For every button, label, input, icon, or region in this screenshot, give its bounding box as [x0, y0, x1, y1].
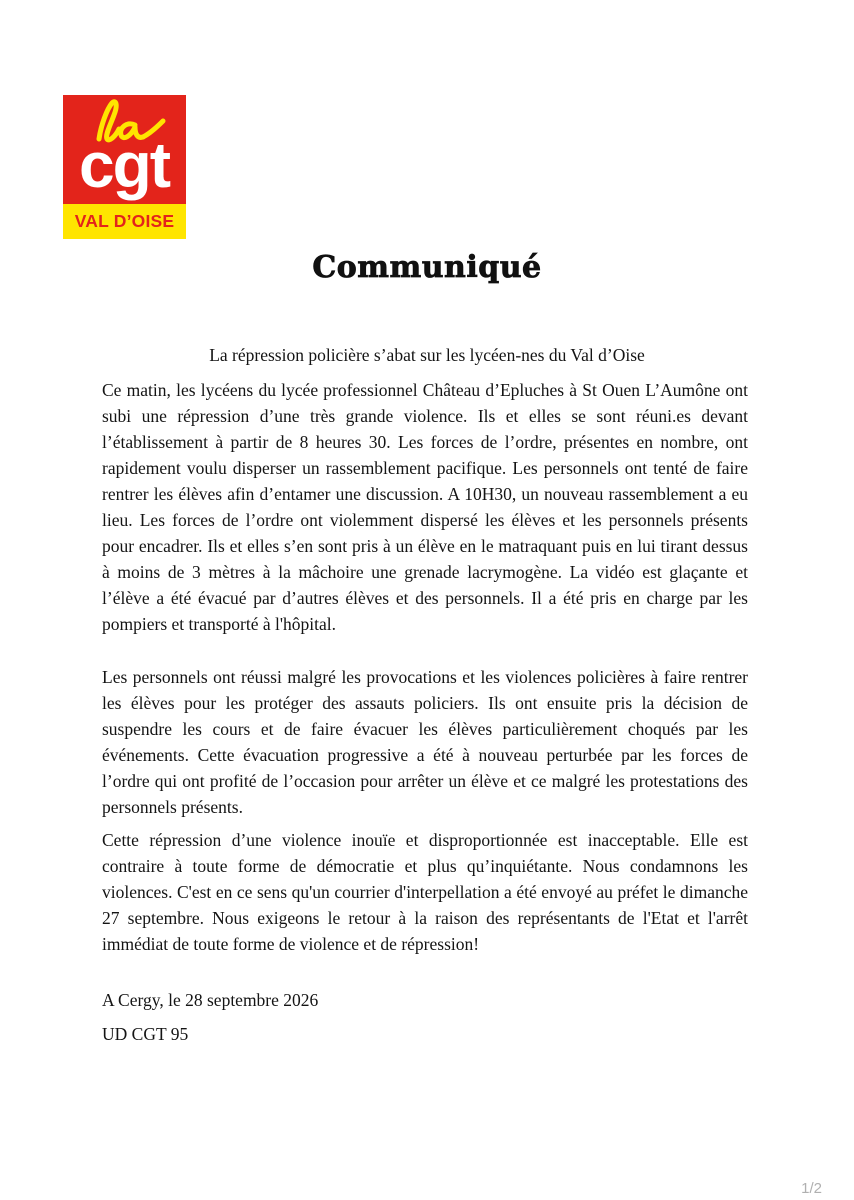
paragraph-3: Cette répression d’une violence inouïe et disproportionnée est inacceptable. Elle est contraire à toute forme de démocratie et plus qu’inquiétante. Nous condamnons les violences. C'est en ce sens qu'un courrier d'interpellation a été envoyé au préfet le dimanche 27 septembre. Nous exigeons le retour à la raison des représentants de l'Etat et l'arrêt immédiat de toute forme de violence et de répression! — [102, 830, 748, 954]
logo-band — [63, 204, 186, 239]
place-date: A Cergy, le 28 septembre 2026 — [102, 990, 319, 1010]
paragraph-1: Ce matin, les lycéens du lycée professionnel Château d’Epluches à St Ouen L’Aumône ont subi une répression d’une très grande violence. Ils et elles se sont réuni.es devant l’établissement à partir de 8 heures 30. Les forces de l’ordre, présentes en nombre, ont rapidement voulu disperser un rassemblement pacifique. Les personnels ont tenté de faire rentrer les élèves afin d’entamer une discussion. A 10H30, un nouveau rassemblement a eu lieu. Les forces de l’ordre ont violemment dispersé les élèves et les personnels présents pour encadrer. Ils et elles s’en sont pris à un élève en le matraquant puis en lui tirant dessus à moins de 3 mètres à la mâchoire une grenade lacrymogène. La vidéo est glaçante et l’élève a été évacué par d’autres élèves et des personnels. Il a été pris en charge par les pompiers et transporté à l'hôpital. — [102, 380, 748, 634]
cgt-logo-emblem — [63, 95, 186, 204]
signature: UD CGT 95 — [102, 1024, 189, 1044]
page-title: Communiqué — [312, 250, 542, 285]
logo-band-text: VAL D’OISE — [74, 211, 175, 231]
svg-text:cgt: cgt — [79, 129, 169, 201]
page-indicator: 1/2 — [801, 1180, 822, 1197]
document-subtitle: La répression policière s’abat sur les lycéen-nes du Val d’Oise — [209, 345, 645, 365]
cgt-logo — [63, 95, 186, 239]
paragraph-2: Les personnels ont réussi malgré les provocations et les violences policières à faire rentrer les élèves pour les protéger des assauts policiers. Ils ont ensuite pris la décision de suspendre les cours et de faire évacuer les élèves particulièrement choqués par les événements. Cette évacuation progressive a été à nouveau perturbée par les forces de l’ordre qui ont profité de l’occasion pour arrêter un élève et ce malgré les protestations des personnels présents. — [102, 667, 748, 817]
